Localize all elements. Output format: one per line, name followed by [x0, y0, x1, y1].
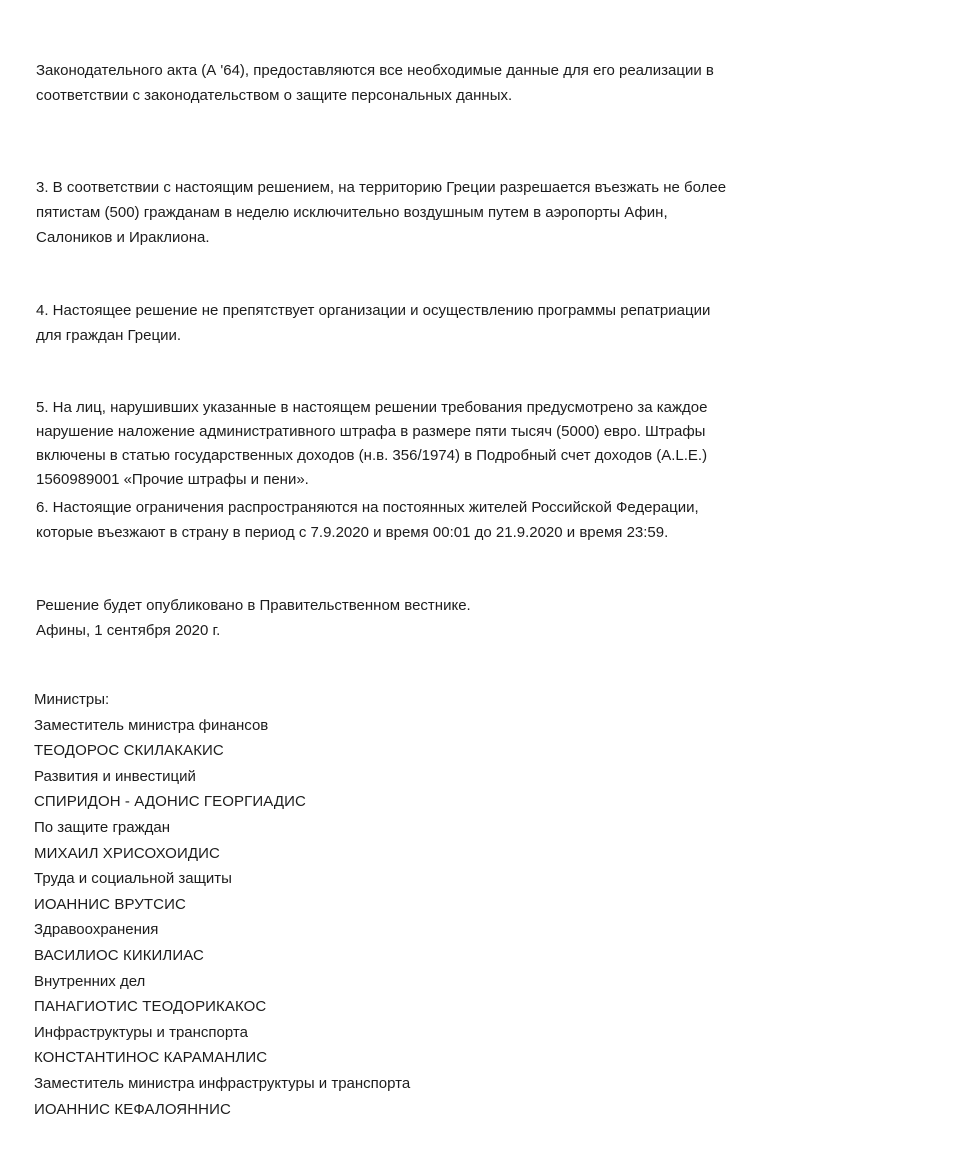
text-line: соответствии с законодательством о защите персональных данных. — [36, 87, 513, 104]
minister-name: ИОАННИС ВРУТСИС — [34, 895, 186, 913]
ministers-list — [34, 687, 734, 1122]
text-line: пятистам (500) гражданам в неделю исключительно воздушным путем в аэропорты Афин, — [36, 204, 668, 221]
publication-note — [36, 593, 926, 643]
paragraph-6 — [36, 495, 926, 545]
text-line: 4. Настоящее решение не препятствует организации и осуществлению программы репатриации — [36, 302, 711, 319]
date-line: Афины, 1 сентября 2020 г. — [36, 622, 221, 639]
minister-name: МИХАИЛ ХРИСОХОИДИС — [34, 844, 220, 862]
text-line: Решение будет опубликовано в Правительственном вестнике. — [36, 597, 471, 614]
text-line: 5. На лиц, нарушивших указанные в настоящем решении требования предусмотрено за каждое — [36, 399, 708, 416]
minister-title: Внутренних дел — [34, 972, 146, 990]
minister-title: Здравоохранения — [34, 921, 159, 939]
text-line: включены в статью государственных доходов (н.в. 356/1974) в Подробный счет доходов (A.L.E.) — [36, 447, 708, 464]
minister-title: Заместитель министра инфраструктуры и транспорта — [34, 1074, 411, 1092]
text-line: 3. В соответствии с настоящим решением, на территорию Греции разрешается въезжать не более — [36, 179, 727, 196]
text-line: 1560989001 «Прочие штрафы и пени». — [36, 471, 309, 488]
minister-name: ТЕОДОРОС СКИЛАКАКИС — [34, 742, 224, 760]
minister-name: ПАНАГИОТИС ТЕОДОРИКАКОС — [34, 998, 267, 1016]
minister-name: КОНСТАНТИНОС КАРАМАНЛИС — [34, 1049, 268, 1067]
text-line: которые въезжают в страну в период с 7.9.2020 и время 00:01 до 21.9.2020 и время 23:59. — [36, 524, 669, 541]
minister-name: СПИРИДОН - АДОНИС ГЕОРГИАДИС — [34, 793, 306, 811]
minister-title: Труда и социальной защиты — [34, 870, 232, 888]
text-line: для граждан Греции. — [36, 327, 182, 344]
paragraph-intro — [36, 58, 926, 108]
paragraph-5 — [36, 396, 926, 492]
minister-title: Инфраструктуры и транспорта — [34, 1023, 248, 1041]
minister-title: По защите граждан — [34, 818, 171, 836]
paragraph-4 — [36, 298, 926, 348]
minister-title: Развития и инвестиций — [34, 767, 196, 785]
minister-name: ИОАННИС КЕФАЛОЯННИС — [34, 1100, 231, 1118]
text-line: Салоников и Ираклиона. — [36, 229, 210, 246]
text-line: 6. Настоящие ограничения распространяются на постоянных жителей Российской Федерации, — [36, 499, 699, 516]
minister-name: ВАСИЛИОС КИКИЛИАС — [34, 946, 204, 964]
text-line: Законодательного акта (А '64), предоставляются все необходимые данные для его реализации в — [36, 62, 714, 79]
minister-title: Заместитель министра финансов — [34, 716, 269, 734]
paragraph-3 — [36, 175, 926, 250]
ministers-heading: Министры: — [34, 691, 110, 708]
text-line: нарушение наложение административного штрафа в размере пяти тысяч (5000) евро. Штрафы — [36, 423, 706, 440]
